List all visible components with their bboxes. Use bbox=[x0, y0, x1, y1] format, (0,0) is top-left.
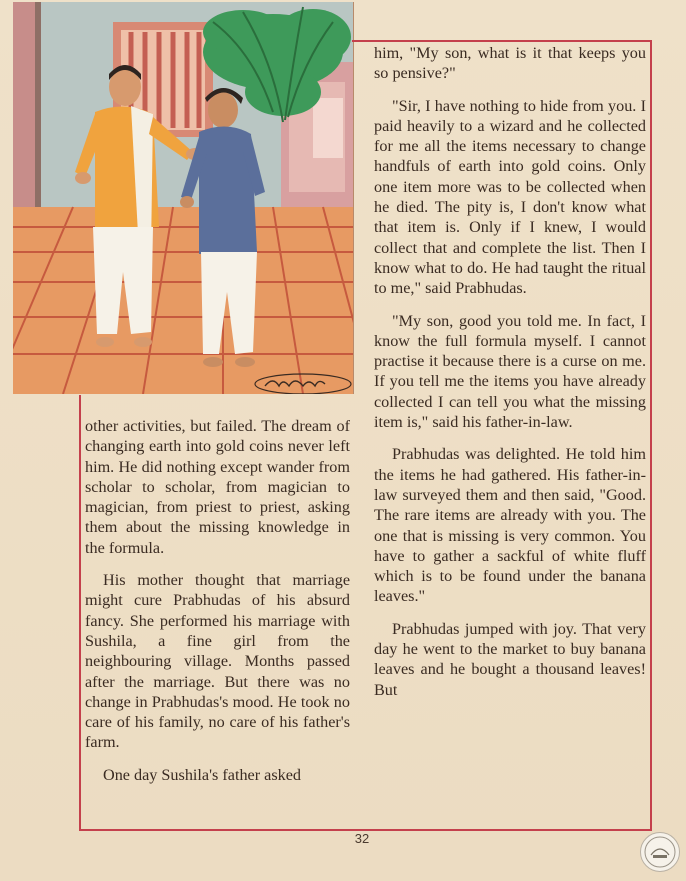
paragraph: One day Sushila's father asked bbox=[103, 765, 302, 784]
paragraph: Prabhudas was delighted. He told him the items he had gathered. His father-in-law surveyed them and then said, "Good. The rare items are already with you. The one that is missing is very common. You have to gather a sackful of white fluff which is to be found under the banana leaves." bbox=[374, 445, 646, 606]
border-rule-left bbox=[79, 395, 81, 831]
paragraph: him, "My son, what is it that keeps you so pensive?" bbox=[374, 44, 646, 83]
paragraph: Prabhudas jumped with joy. That very day he went to the market to buy banana leaves and he bought a thousand leaves! But bbox=[374, 619, 646, 699]
paragraph: His mother thought that marriage might cure Prabhudas of his absurd fancy. She performed his marriage with Sushila, a fine girl from the neighbouring village. Months passed after the marriage. But there was no change in Prabhudas's mood. He took no care of his family, no care of his father's farm. bbox=[85, 571, 350, 752]
right-text-column bbox=[374, 43, 646, 829]
story-illustration bbox=[13, 2, 354, 394]
border-rule-right bbox=[650, 40, 652, 830]
library-stamp-icon bbox=[640, 832, 680, 872]
illustration-artwork bbox=[13, 2, 353, 394]
paragraph: "My son, good you told me. In fact, I know the full formula myself. I cannot practise it because there is a curse on me. If you tell me the items you have already collected I can tell you what the missing item is," said his father-in-law. bbox=[374, 311, 646, 432]
paragraph: "Sir, I have nothing to hide from you. I paid heavily to a wizard and he collected for me all the items necessary to change handfuls of earth into gold coins. Only one item more was to be collected when he died. The pity is, I don't know what that item is. Only if I knew, I would collect that and complete the list. Then I know what to do. He had taught the ritual to me," said Prabhudas. bbox=[374, 96, 646, 298]
paragraph: other activities, but failed. The dream of changing earth into gold coins never left him. He did nothing except wander from scholar to scholar, from magician to magician, from priest to priest, asking them about the missing knowledge in the formula. bbox=[85, 417, 350, 557]
border-rule-top bbox=[352, 40, 650, 42]
left-text-column bbox=[85, 416, 350, 828]
page-number: 32 bbox=[354, 831, 370, 846]
